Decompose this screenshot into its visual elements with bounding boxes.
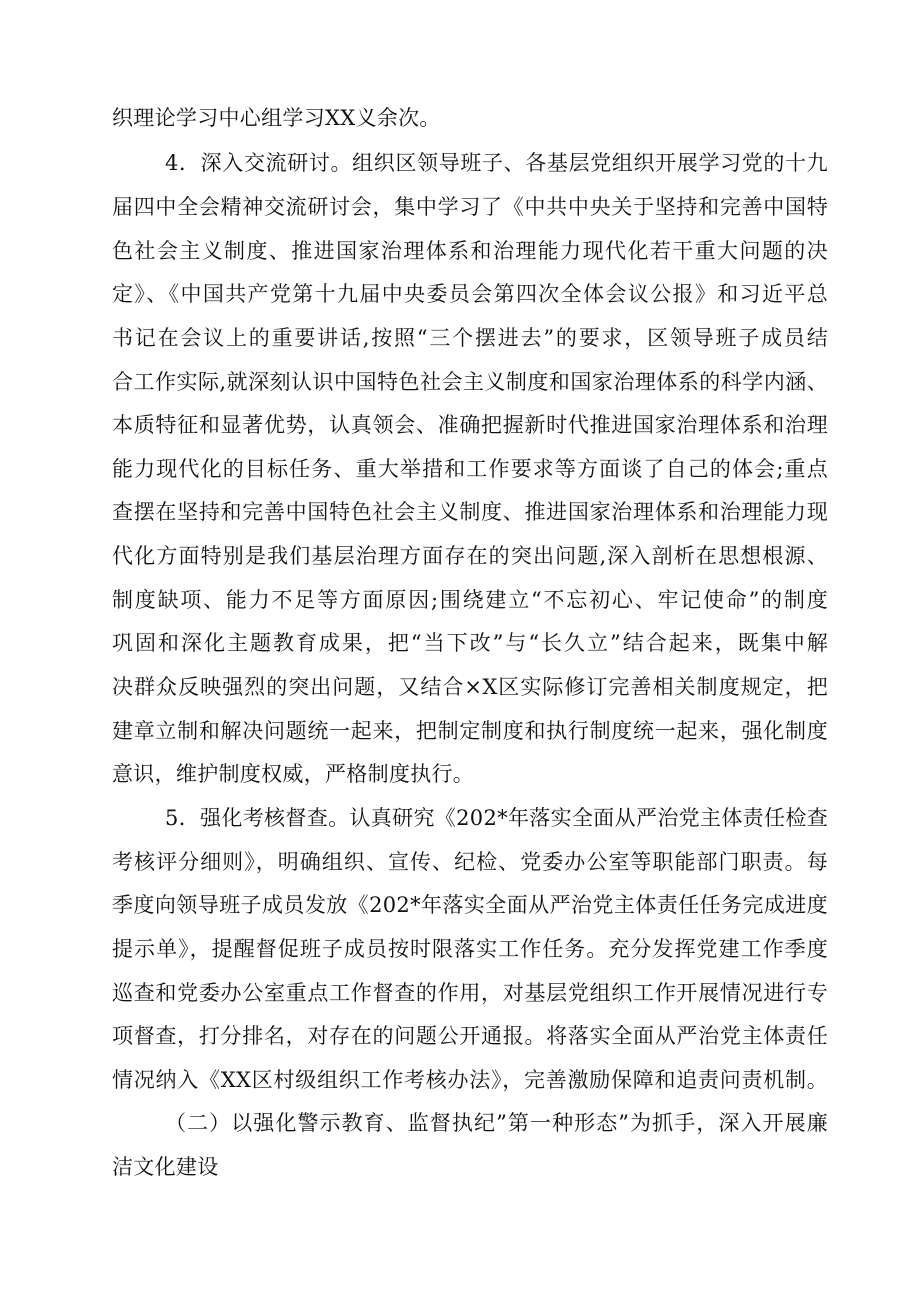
- text-line: 决群众反映强烈的突出问题，又结合×X区实际修订完善相关制度规定，把: [112, 675, 828, 699]
- text-line: 项督查，打分排名，对存在的问题公开通报。将落实全面从严治党主体责任: [112, 1024, 828, 1048]
- text-line: 季度向领导班子成员发放《202*年落实全面从严治党主体责任任务完成进度: [112, 893, 828, 917]
- text-line: 考核评分细则》，明确组织、宣传、纪检、党委办公室等职能部门职责。每: [112, 850, 828, 874]
- section-heading: 洁文化建设: [112, 1155, 219, 1179]
- text-line: 定》、《中国共产党第十九届中央委员会第四次全体会议公报》和习近平总: [112, 282, 828, 306]
- text-line: 4．深入交流研讨。组织区领导班子、各基层党组织开展学习党的十九: [165, 151, 828, 175]
- text-line: 书记在会议上的重要讲话,按照“三个摆进去”的要求，区领导班子成员结: [112, 326, 828, 350]
- text-line: 本质特征和显著优势，认真领会、准确把握新时代推进国家治理体系和治理: [112, 413, 828, 437]
- text-line: 意识，维护制度权威，严格制度执行。: [112, 762, 475, 786]
- text-line: 能力现代化的目标任务、重大举措和工作要求等方面谈了自己的体会;重点: [112, 457, 828, 481]
- text-line: 巩固和深化主题教育成果，把“当下改”与“长久立”结合起来，既集中解: [112, 631, 828, 655]
- text-line: 建章立制和解决问题统一起来，把制定制度和执行制度统一起来，强化制度: [112, 719, 828, 743]
- text-line: 情况纳入《XX区村级组织工作考核办法》，完善激励保障和追责问责机制。: [112, 1068, 828, 1092]
- text-line: 色社会主义制度、推进国家治理体系和治理能力现代化若干重大问题的决: [112, 239, 828, 263]
- text-line: 查摆在坚持和完善中国特色社会主义制度、推进国家治理体系和治理能力现: [112, 500, 828, 524]
- text-line: 合工作实际,就深刻认识中国特色社会主义制度和国家治理体系的科学内涵、: [112, 370, 828, 394]
- text-line: 巡查和党委办公室重点工作督查的作用，对基层党组织工作开展情况进行专: [112, 981, 828, 1005]
- text-line: 织理论学习中心组学习XX义余次。: [112, 106, 441, 130]
- text-line: 提示单》，提醒督促班子成员按时限落实工作任务。充分发挥党建工作季度: [112, 937, 828, 961]
- section-heading: （二）以强化警示教育、监督执纪”第一种形态”为抓手，深入开展廉: [165, 1111, 828, 1135]
- text-line: 5．强化考核督查。认真研究《202*年落实全面从严治党主体责任检查: [165, 806, 828, 830]
- text-line: 届四中全会精神交流研讨会，集中学习了《中共中央关于坚持和完善中国特: [112, 195, 828, 219]
- text-line: 代化方面特别是我们基层治理方面存在的突出问题,深入剖析在思想根源、: [112, 544, 828, 568]
- text-line: 制度缺项、能力不足等方面原因;围绕建立“不忘初心、牢记使命”的制度: [112, 588, 828, 612]
